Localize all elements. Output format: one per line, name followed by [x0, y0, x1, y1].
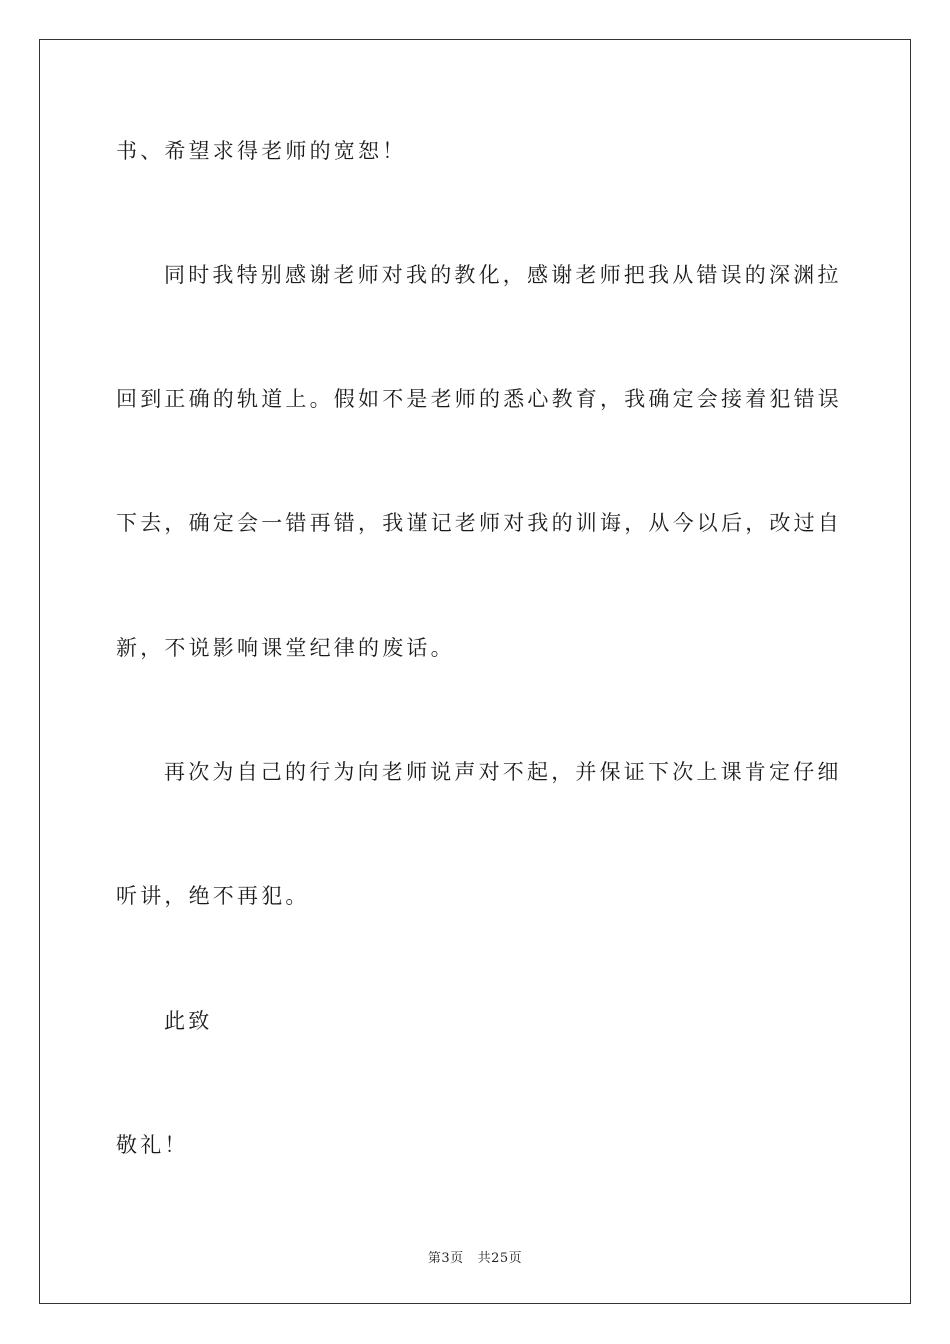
- current-page-number: 第3页: [427, 1251, 464, 1266]
- page-frame: [39, 39, 911, 1304]
- paragraph-start-line: 再次为自己的行为向老师说声对不起，并保证下次上课肯定仔细: [164, 760, 842, 784]
- text-line: 下去，确定会一错再错，我谨记老师对我的训诲，从今以后，改过自: [116, 511, 842, 535]
- closing-salutation: 此致: [164, 1009, 213, 1033]
- closing-regards: 敬礼！: [116, 1133, 189, 1157]
- page-footer: [0, 1247, 950, 1266]
- text-line: 回到正确的轨道上。假如不是老师的悉心教育，我确定会接着犯错误: [116, 387, 842, 411]
- total-page-count: 共25页: [477, 1251, 523, 1266]
- text-line: 新，不说影响课堂纪律的废话。: [116, 636, 455, 660]
- text-line: 听讲，绝不再犯。: [116, 884, 310, 908]
- text-line: 书、希望求得老师的宽恕！: [116, 139, 407, 163]
- paragraph-start-line: 同时我特别感谢老师对我的教化，感谢老师把我从错误的深渊拉: [164, 263, 842, 287]
